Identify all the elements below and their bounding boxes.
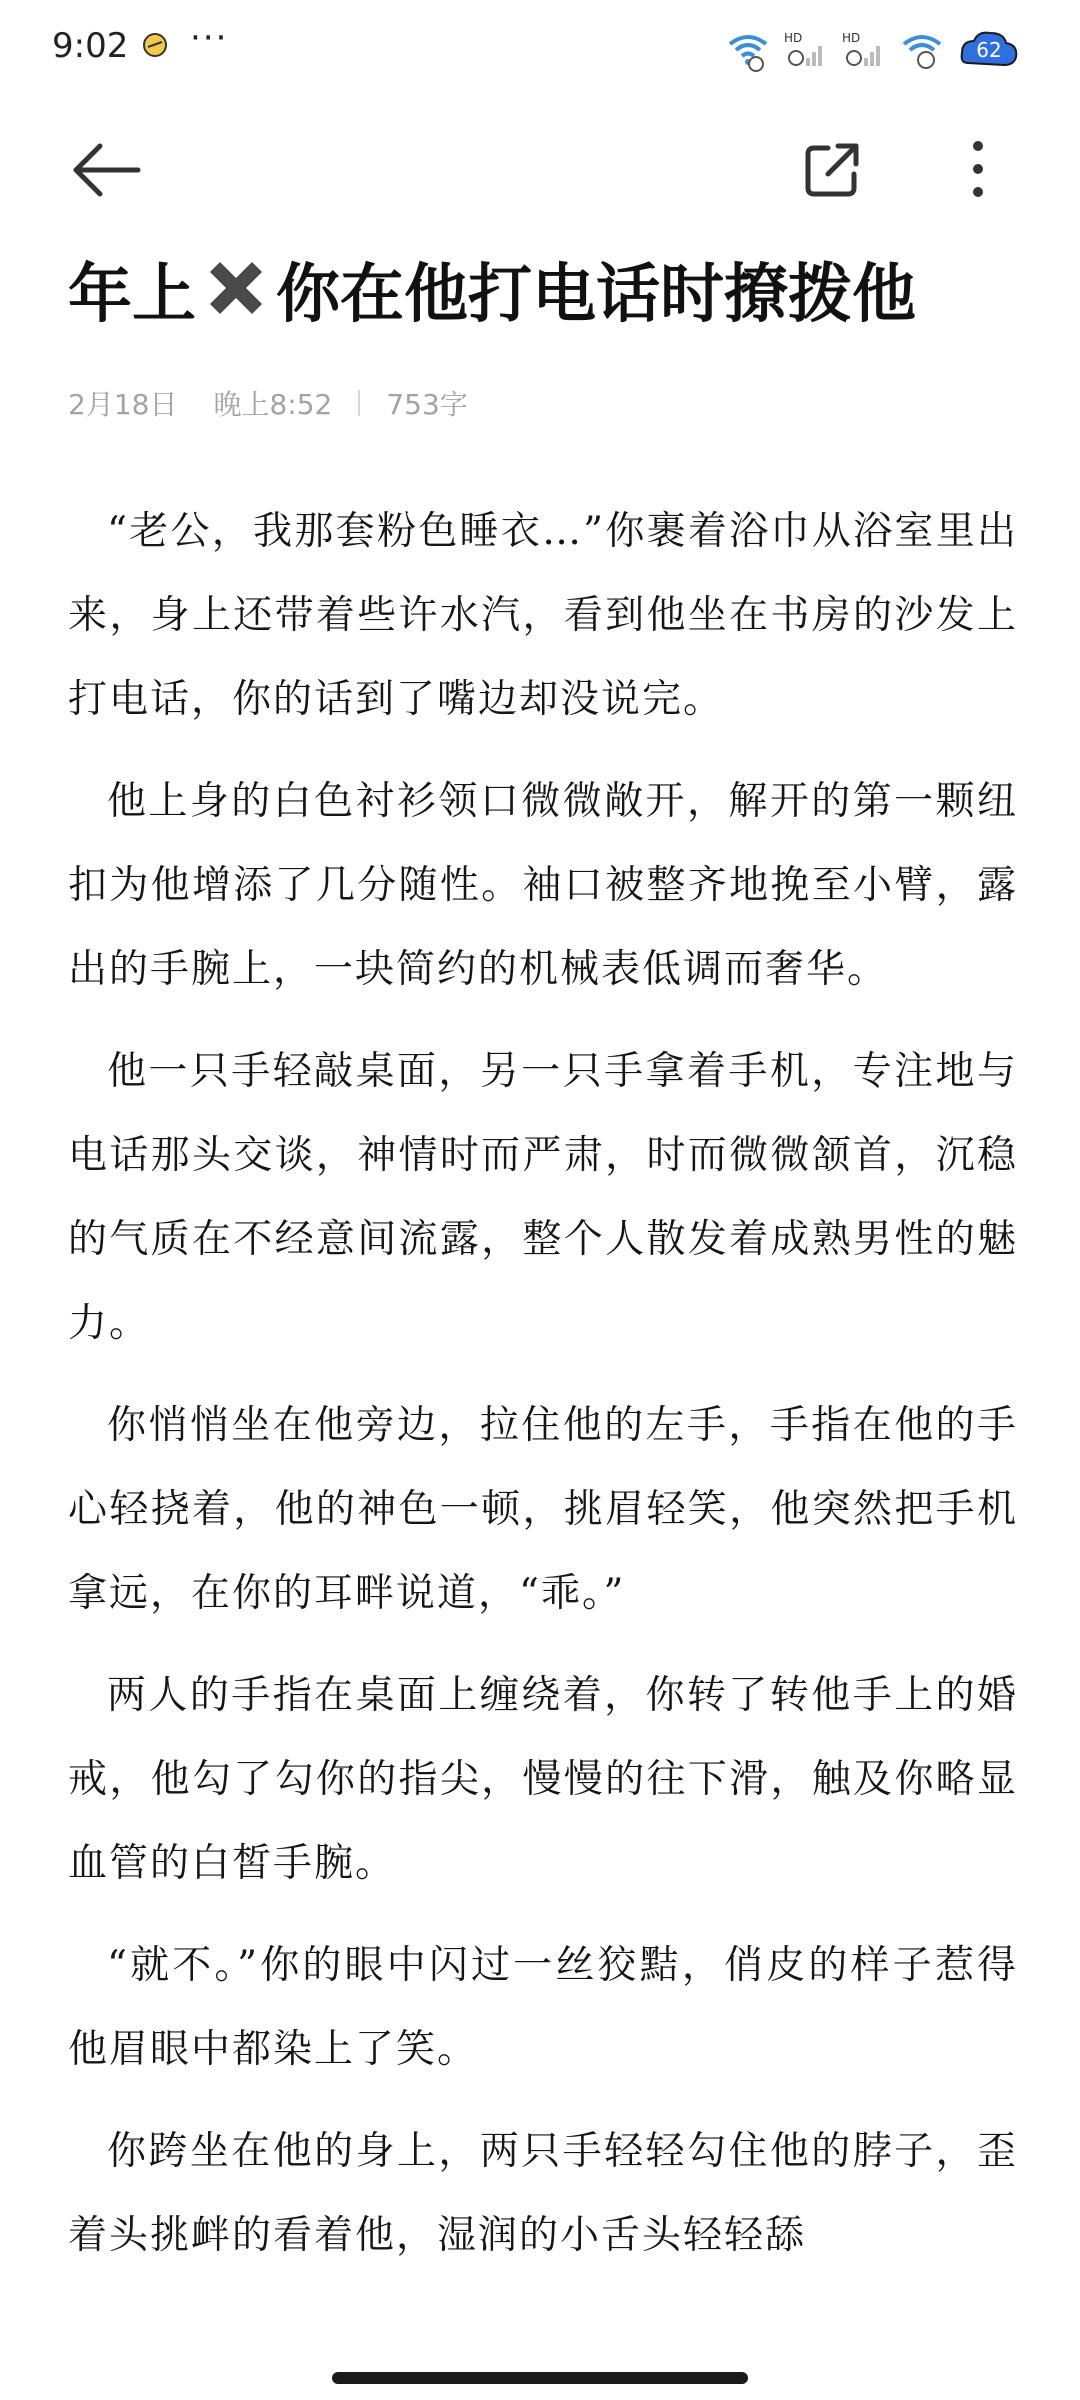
back-button[interactable]	[66, 138, 150, 202]
status-bar	[0, 0, 1080, 100]
network-label-1: HD	[784, 31, 803, 45]
status-icons	[726, 22, 1020, 78]
battery-icon	[958, 27, 1020, 73]
paragraph: 你悄悄坐在他旁边，拉住他的左手，手指在他的手心轻挠着，他的神色一顿，挑眉轻笑，他突然把手机拿远，在你的耳畔说道，“乖。”	[68, 1403, 1018, 1616]
article-body	[68, 490, 1018, 2296]
status-more-icon: ···	[190, 18, 229, 58]
paragraph: 两人的手指在桌面上缠绕着，你转了转他手上的婚戒，他勾了勾你的指尖，慢慢的往下滑，触及你略显血管的白皙手腕。	[68, 1673, 1018, 1886]
title-part-1: 年上	[68, 257, 196, 332]
paragraph: 他上身的白色衬衫领口微微敞开，解开的第一颗纽扣为他增添了几分随性。袖口被整齐地挽至小臂，露出的手腕上，一块简约的机械表低调而奢华。	[68, 779, 1018, 992]
paragraph: “就不。”你的眼中闪过一丝狡黠，俏皮的样子惹得他眉眼中都染上了笑。	[68, 1943, 1018, 2072]
paragraph: “老公，我那套粉色睡衣…”你裹着浴巾从浴室里出来，身上还带着些许水汽，看到他坐在书房的沙发上打电话，你的话到了嘴边却没说完。	[68, 509, 1018, 722]
notification-icon	[140, 30, 170, 60]
article-time: 晚上8:52	[213, 388, 333, 421]
home-indicator[interactable]	[332, 2372, 748, 2384]
paragraph: 你跨坐在他的身上，两只手轻轻勾住他的脖子，歪着头挑衅的看着他，湿润的小舌头轻轻舔	[68, 2129, 1018, 2258]
share-button[interactable]	[800, 138, 864, 202]
title-part-2: 你在他打电话时撩拨他	[276, 257, 916, 332]
network-label-2: HD	[842, 31, 861, 45]
wifi-icon-2	[900, 28, 944, 72]
signal-icon-1	[784, 28, 828, 72]
arrow-left-icon	[66, 138, 150, 202]
more-vertical-icon	[958, 134, 998, 204]
article-title	[68, 250, 1028, 340]
app-bar	[0, 120, 1080, 220]
more-options-button[interactable]	[958, 134, 998, 204]
external-link-icon	[800, 138, 864, 202]
signal-icon-2	[842, 28, 886, 72]
word-count: 753字	[386, 388, 468, 421]
article-date: 2月18日	[68, 388, 178, 421]
article-meta	[68, 380, 468, 426]
battery-level: 62	[976, 38, 1002, 62]
paragraph: 他一只手轻敲桌面，另一只手拿着手机，专注地与电话那头交谈，神情时而严肃，时而微微颔首，沉稳的气质在不经意间流露，整个人散发着成熟男性的魅力。	[68, 1049, 1018, 1346]
cross-mark-icon	[200, 252, 272, 324]
status-time: 9:02	[52, 26, 129, 66]
meta-divider	[358, 390, 360, 416]
wifi-icon	[726, 28, 770, 72]
